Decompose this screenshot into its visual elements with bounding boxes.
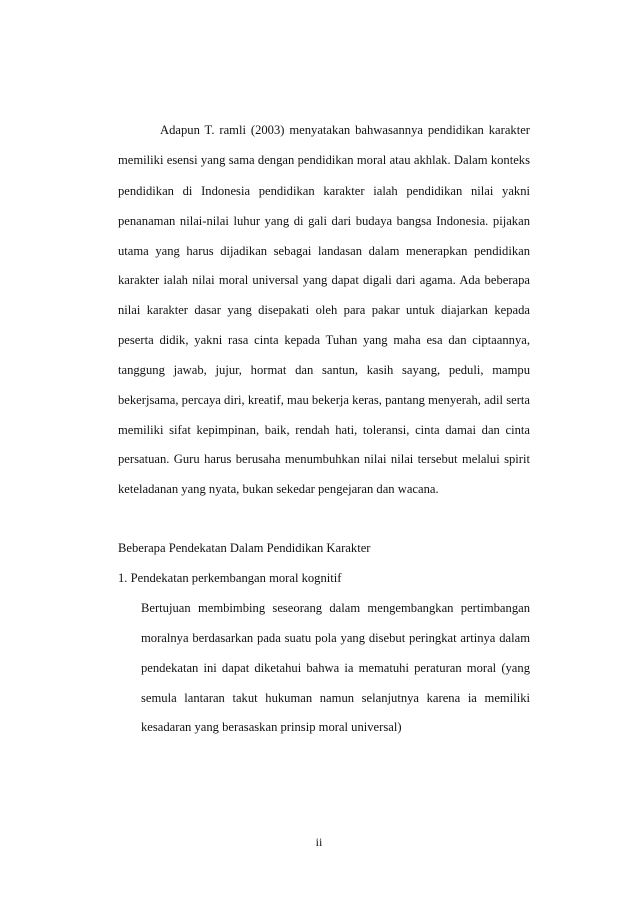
list-item-line: pendekatan ini dapat diketahui bahwa ia mematuhi peraturan moral (yang [141, 661, 530, 675]
paragraph-line: nilai karakter dasar yang disepakati oleh para pakar untuk diajarkan kepada [118, 303, 530, 317]
paragraph-line: memiliki sifat kepimpinan, baik, rendah hati, toleransi, cinta damai dan cinta [118, 423, 530, 437]
list-item-line: semula lantaran takut hukuman namun selanjutnya karena ia memiliki [141, 691, 530, 705]
list-item-title: 1. Pendekatan perkembangan moral kognitif [118, 571, 342, 585]
list-item-line: kesadaran yang berasaskan prinsip moral universal) [141, 720, 402, 734]
paragraph-line: persatuan. Guru harus berusaha menumbuhkan nilai nilai tersebut melalui spirit [118, 452, 530, 466]
list-item-line: moralnya berdasarkan pada suatu pola yang disebut peringkat artinya dalam [141, 631, 530, 645]
paragraph-line: pendidikan di Indonesia pendidikan karakter ialah pendidikan nilai yakni [118, 184, 530, 198]
paragraph-line: karakter ialah nilai moral universal yang dapat digali dari agama. Ada beberapa [118, 273, 530, 287]
section-heading: Beberapa Pendekatan Dalam Pendidikan Karakter [118, 541, 371, 555]
paragraph-line: bekerjsama, percaya diri, kreatif, mau bekerja keras, pantang menyerah, adil serta [118, 393, 530, 407]
paragraph-line: utama yang harus dijadikan sebagai landasan dalam menerapkan pendidikan [118, 244, 530, 258]
paragraph-line: penanaman nilai-nilai luhur yang di gali dari budaya bangsa Indonesia. pijakan [118, 214, 530, 228]
list-item-line: Bertujuan membimbing seseorang dalam mengembangkan pertimbangan [141, 601, 530, 615]
paragraph-line: peserta didik, yakni rasa cinta kepada Tuhan yang maha esa dan ciptaannya, [118, 333, 530, 347]
paragraph-line: Adapun T. ramli (2003) menyatakan bahwasannya pendidikan karakter [160, 123, 530, 137]
paragraph-line: keteladanan yang nyata, bukan sekedar pengejaran dan wacana. [118, 482, 439, 496]
page-number: ii [315, 835, 323, 849]
paragraph-line: tanggung jawab, jujur, hormat dan santun, kasih sayang, peduli, mampu [118, 363, 530, 377]
paragraph-line: memiliki esensi yang sama dengan pendidikan moral atau akhlak. Dalam konteks [118, 153, 530, 167]
